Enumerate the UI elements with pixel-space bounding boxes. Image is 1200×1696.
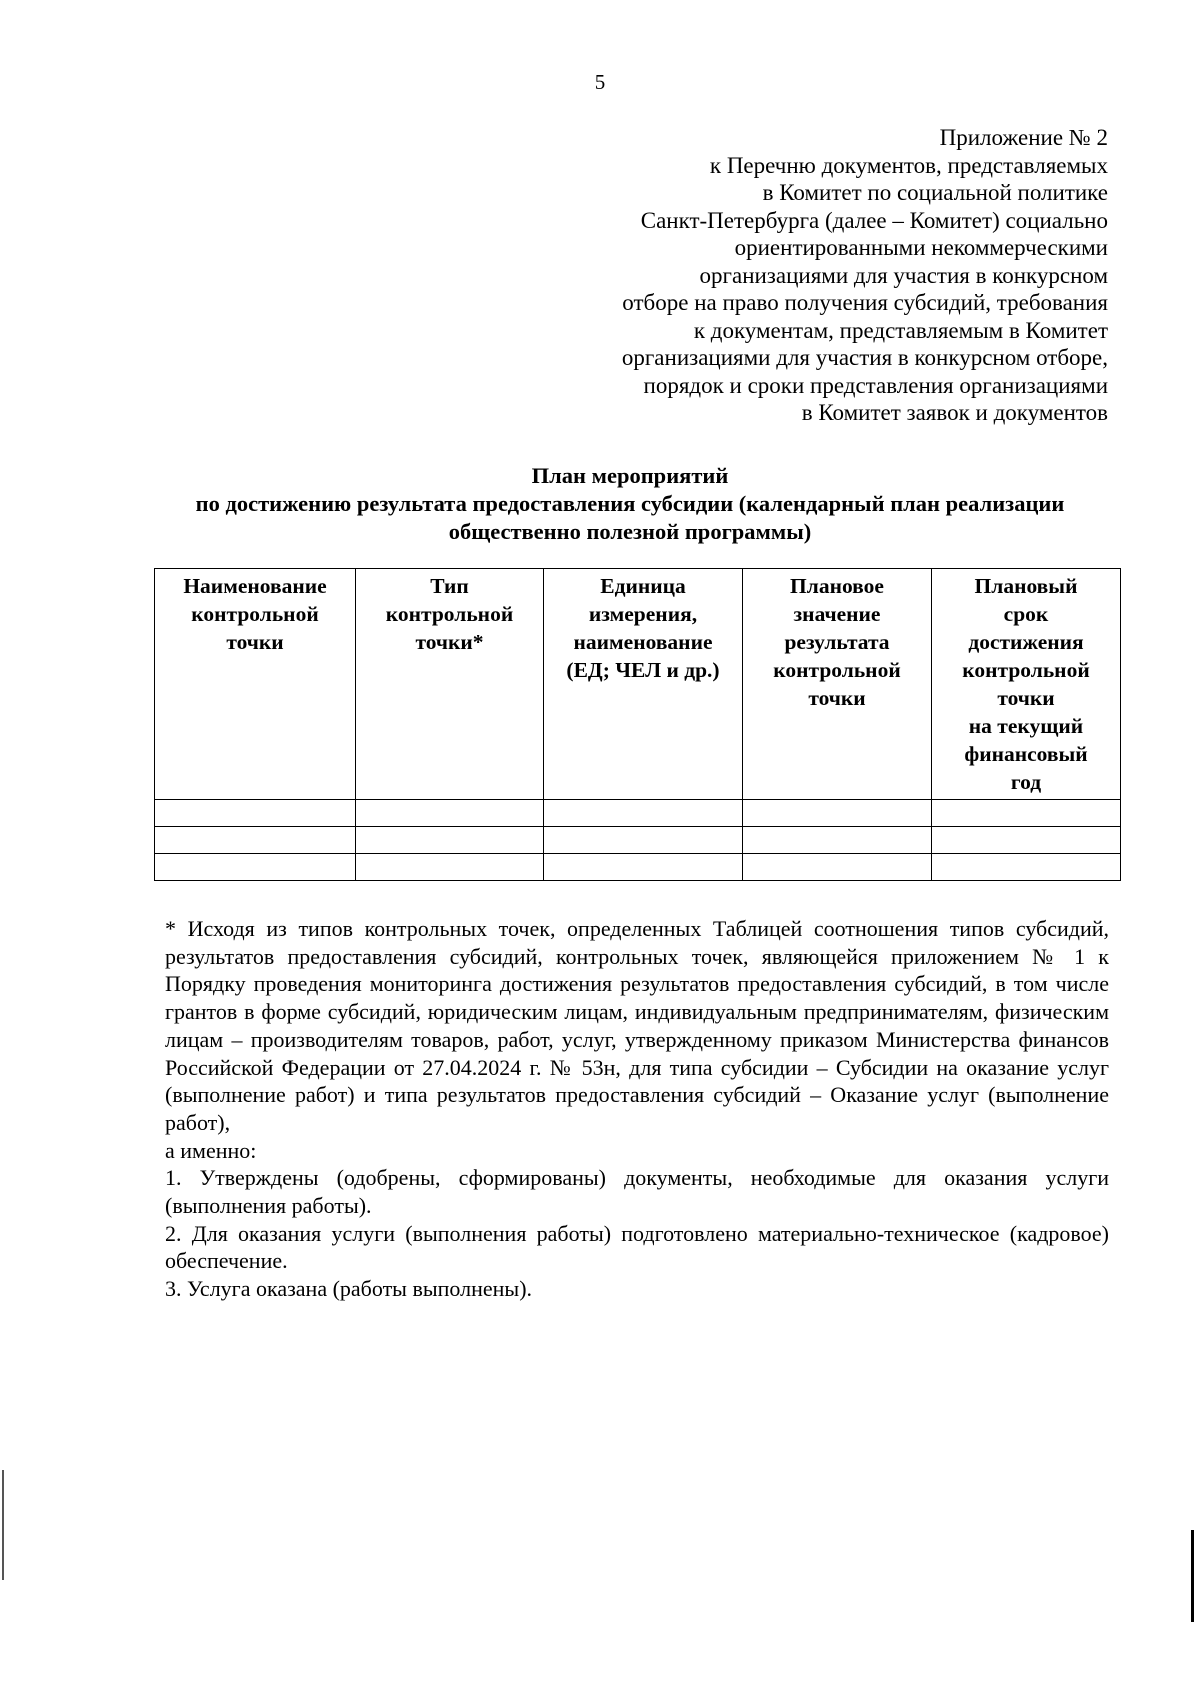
- table-cell: [544, 827, 743, 854]
- footnote: [165, 915, 1109, 1303]
- appendix-line: к Перечню документов, представляемых: [709, 152, 1108, 178]
- table-cell: [743, 827, 932, 854]
- table-row: [155, 827, 1121, 854]
- header-unit: Единица измерения, наименование (ЕД; ЧЕЛ и др.): [544, 569, 743, 800]
- table-cell: [743, 800, 932, 827]
- appendix-line: организациями для участия в конкурсном отборе,: [621, 345, 1108, 370]
- scan-edge-mark: [2, 1470, 4, 1580]
- table-cell: [932, 827, 1121, 854]
- plan-title-line: общественно полезной программы): [448, 519, 812, 544]
- table-cell: [155, 854, 356, 881]
- footnote-item: 2. Для оказания услуги (выполнения работы) подготовлено материально-техническое (кадровое) обеспечение.: [165, 1220, 1109, 1274]
- table-cell: [932, 854, 1121, 881]
- table-row: [155, 800, 1121, 827]
- plan-title: [150, 462, 1110, 546]
- table-cell: [544, 800, 743, 827]
- table-cell: [932, 800, 1121, 827]
- plan-title-line: по достижению результата предоставления субсидии (календарный план реализации: [195, 491, 1065, 516]
- appendix-line: к документам, представляемым в Комитет: [693, 317, 1108, 343]
- footnote-list: [165, 1164, 1109, 1303]
- header-planned-value: Плановое значение результата контрольной точки: [743, 569, 932, 800]
- plan-title-line: План мероприятий: [531, 463, 729, 488]
- table-cell: [743, 854, 932, 881]
- table-header-row: [155, 569, 1121, 800]
- table-cell: [544, 854, 743, 881]
- table-cell: [356, 854, 544, 881]
- scan-edge-mark: [1191, 1530, 1194, 1622]
- page-number: 5: [594, 70, 606, 94]
- appendix-line: порядок и сроки представления организациями: [643, 372, 1108, 398]
- footnote-item: 1. Утверждены (одобрены, сформированы) документы, необходимые для оказания услуги (выполнения работы).: [165, 1165, 1109, 1219]
- footnote-note-end: а именно:: [165, 1137, 257, 1163]
- table-cell: [356, 827, 544, 854]
- table-row: [155, 854, 1121, 881]
- appendix-line: отборе на право получения субсидий, требования: [622, 290, 1108, 315]
- appendix-line: в Комитет по социальной политике: [762, 180, 1108, 205]
- appendix-line: в Комитет заявок и документов: [801, 400, 1108, 425]
- footnote-item: 3. Услуга оказана (работы выполнены).: [165, 1276, 533, 1302]
- appendix-line: организациями для участия в конкурсном: [699, 262, 1108, 288]
- footnote-note: * Исходя из типов контрольных точек, определенных Таблицей соотношения типов субсидий, результатов предоставления субсидий, контрольных точек, являющейся приложением № 1 к Порядку проведения мониторинга достижения результатов предоставления субсидий, в том числе грантов в форме субсидий, юридическим лицам, индивидуальным предпринимателям, физическим лицам – производителям товаров, работ, услуг, утвержденному приказом Министерства финансов Российской Федерации от 27.04.2024 г. № 53н, для типа субсидии – Субсидии на оказание услуг (выполнение работ) и типа результатов предоставления субсидий – Оказание услуг (выполнение работ),: [165, 916, 1109, 1135]
- appendix-line: Приложение № 2: [939, 125, 1108, 150]
- table-cell: [356, 800, 544, 827]
- appendix-header: [588, 124, 1108, 427]
- header-checkpoint-type: Тип контрольной точки*: [356, 569, 544, 800]
- table-cell: [155, 827, 356, 854]
- appendix-line: Санкт-Петербурга (далее – Комитет) социально: [640, 207, 1108, 233]
- appendix-line: ориентированными некоммерческими: [734, 235, 1108, 260]
- header-planned-date: Плановый срок достижения контрольной точки на текущий финансовый год: [932, 569, 1121, 800]
- header-checkpoint-name: Наименование контрольной точки: [155, 569, 356, 800]
- table-cell: [155, 800, 356, 827]
- plan-table: [154, 568, 1121, 881]
